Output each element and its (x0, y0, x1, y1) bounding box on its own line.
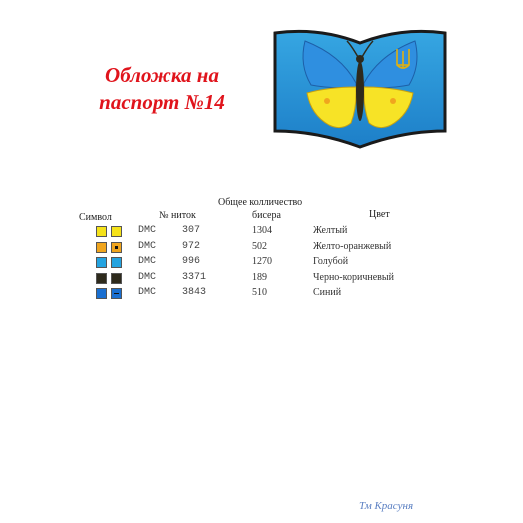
header-total-line1: Общее колличество (218, 197, 303, 208)
color-name: Желто-оранжевый (313, 241, 392, 252)
table-row (0, 241, 523, 254)
thread-brand: DMC (138, 225, 157, 236)
bead-count: 1304 (252, 225, 272, 236)
thread-code: 996 (182, 256, 201, 267)
color-name: Желтый (313, 225, 348, 236)
thread-code: 972 (182, 241, 201, 252)
color-swatch (96, 226, 107, 237)
header-symbol: Символ (79, 212, 112, 223)
header-color: Цвет (369, 209, 390, 220)
table-row (0, 225, 523, 238)
symbol-swatch (111, 273, 122, 284)
color-swatch (96, 273, 107, 284)
dot-symbol-icon (115, 246, 118, 249)
thread-code: 307 (182, 225, 201, 236)
color-swatch (96, 288, 107, 299)
thread-code: 3371 (182, 272, 207, 283)
brand-signature: Тм Красуня (359, 500, 414, 512)
thread-brand: DMC (138, 287, 157, 298)
symbol-swatch (111, 242, 122, 253)
thread-code: 3843 (182, 287, 207, 298)
thread-brand: DMC (138, 272, 157, 283)
thread-brand: DMC (138, 241, 157, 252)
header-total-line2: бисера (252, 210, 281, 221)
bead-count: 1270 (252, 256, 272, 267)
color-name: Черно-коричневый (313, 272, 394, 283)
bead-count: 510 (252, 287, 267, 298)
table-row (0, 272, 523, 285)
bead-count: 502 (252, 241, 267, 252)
symbol-swatch (111, 288, 122, 299)
page-title: Обложка на паспорт №14 (99, 63, 225, 114)
thread-brand: DMC (138, 256, 157, 267)
symbol-swatch (111, 226, 122, 237)
bead-count: 189 (252, 272, 267, 283)
table-row (0, 287, 523, 300)
table-row (0, 256, 523, 269)
passport-cover-image (271, 27, 449, 149)
color-swatch (96, 242, 107, 253)
header-thread-number: № ниток (159, 210, 196, 221)
symbol-swatch (111, 257, 122, 268)
color-swatch (96, 257, 107, 268)
color-name: Синий (313, 287, 342, 298)
color-name: Голубой (313, 256, 349, 267)
dash-symbol-icon (114, 293, 119, 294)
butterfly-image (271, 27, 449, 149)
